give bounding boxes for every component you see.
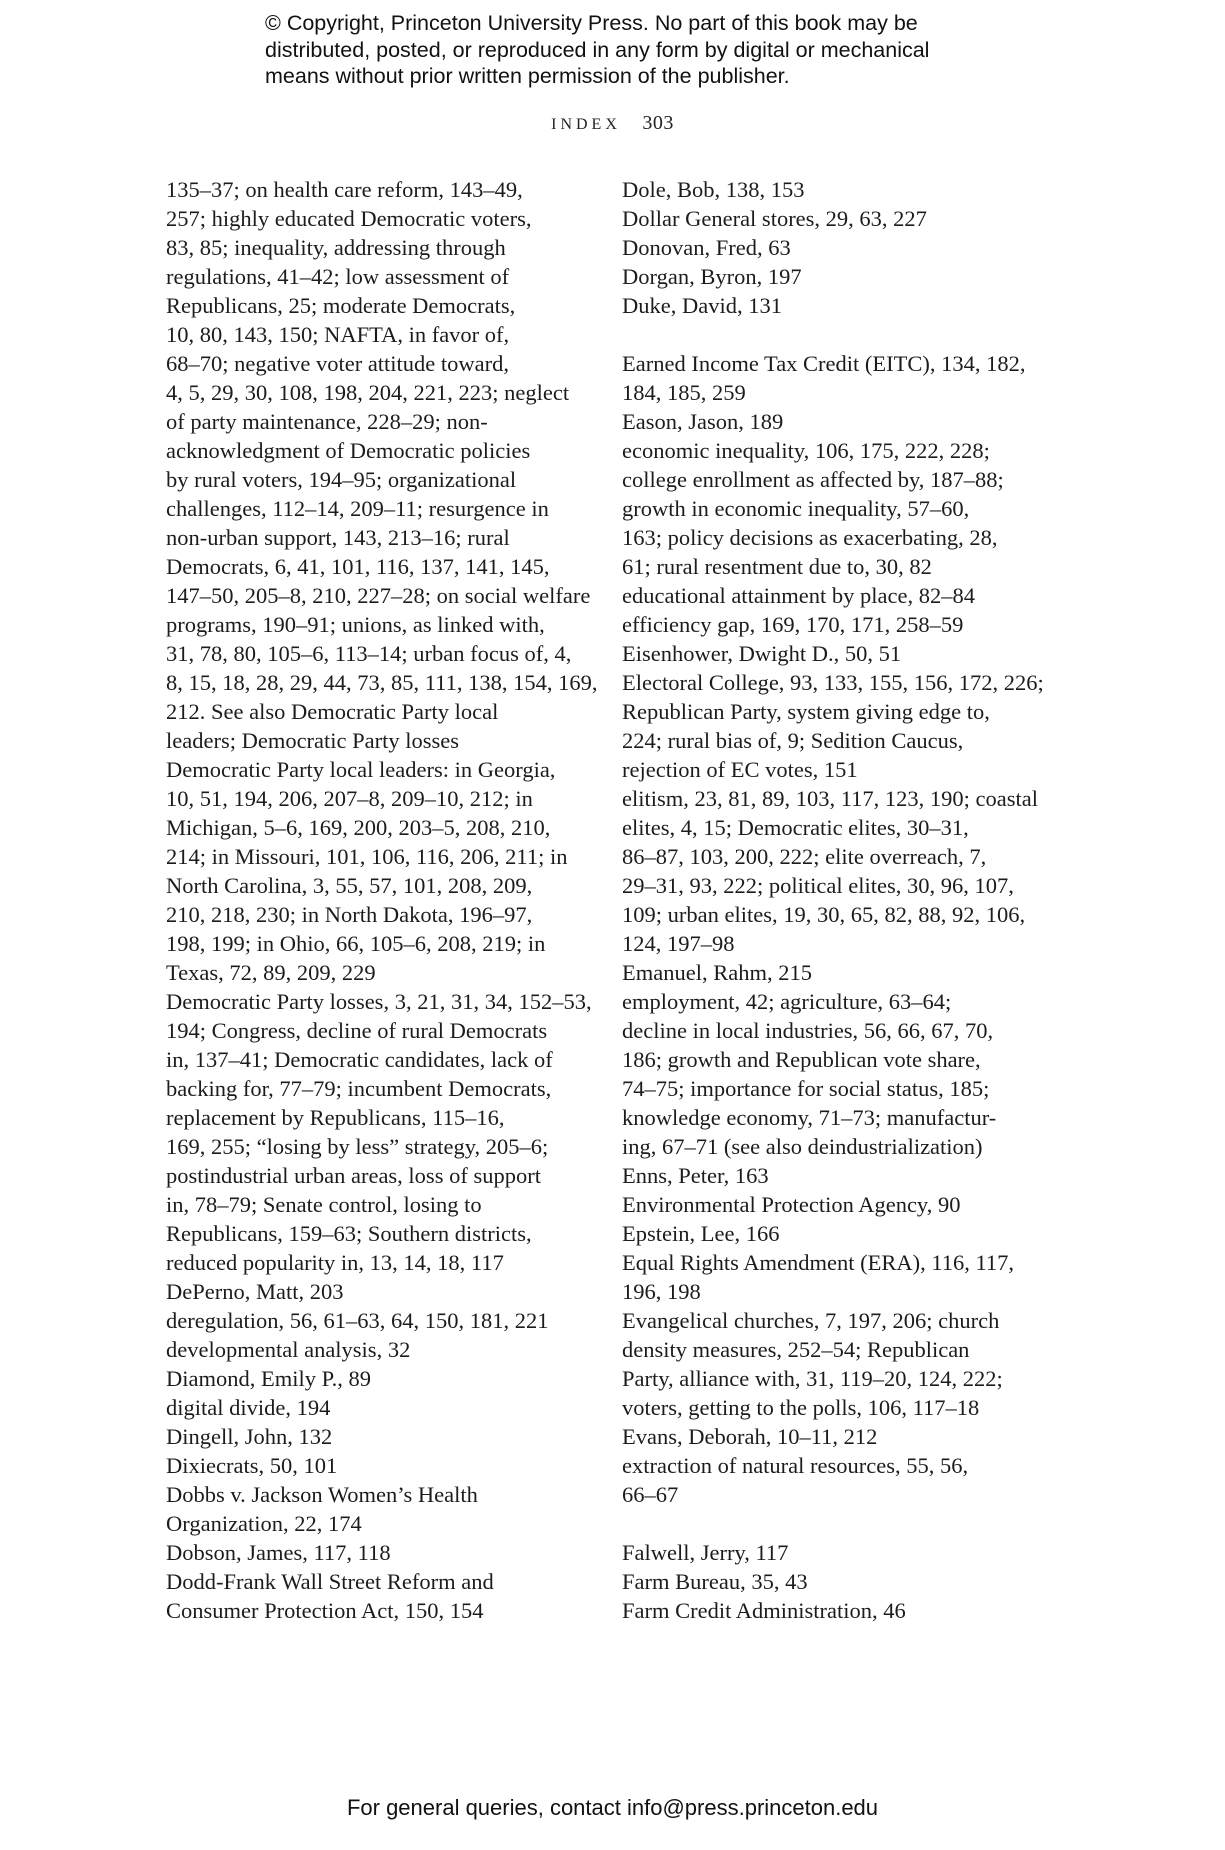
index-entry-line: digital divide, 194 [166, 1395, 331, 1420]
index-entry-line: of party maintenance, 228–29; non- [166, 409, 488, 434]
letter-group-gap [622, 320, 1042, 349]
index-entry-line: 74–75; importance for social status, 185; [622, 1076, 990, 1101]
index-entry-line: Earned Income Tax Credit (EITC), 134, 182, [622, 351, 1026, 376]
index-entry [622, 233, 1042, 262]
index-entry [166, 1393, 586, 1422]
index-entry-line: reduced popularity in, 13, 14, 18, 117 [166, 1250, 504, 1275]
index-entry-line: Dingell, John, 132 [166, 1424, 333, 1449]
running-head-label: INDEX [551, 116, 621, 133]
index-entry-line: developmental analysis, 32 [166, 1337, 411, 1362]
index-entry [622, 581, 1042, 610]
index-column-right [622, 175, 1042, 1625]
index-entry-line: regulations, 41–42; low assessment of [166, 264, 510, 289]
index-entry-line: Michigan, 5–6, 169, 200, 203–5, 208, 210, [166, 815, 551, 840]
index-entry [166, 1335, 586, 1364]
index-entry-line: Dodd-Frank Wall Street Reform and [166, 1569, 494, 1594]
index-entry-line: 210, 218, 230; in North Dakota, 196–97, [166, 902, 533, 927]
index-entry-line: 31, 78, 80, 105–6, 113–14; urban focus of, 4, [166, 641, 572, 666]
index-entry-line: Duke, David, 131 [622, 293, 782, 318]
index-entry-line: Consumer Protection Act, 150, 154 [166, 1598, 484, 1623]
index-entry [166, 1451, 586, 1480]
index-entry [622, 1422, 1042, 1451]
index-entry [166, 1567, 586, 1625]
index-entry [622, 958, 1042, 987]
index-entry [166, 1480, 586, 1538]
index-column-left [166, 175, 598, 1625]
index-entry-line: 10, 51, 194, 206, 207–8, 209–10, 212; in [166, 786, 533, 811]
index-entry-line: North Carolina, 3, 55, 57, 101, 208, 209, [166, 873, 533, 898]
index-entry-line: Epstein, Lee, 166 [622, 1221, 780, 1246]
index-entry-line: Emanuel, Rahm, 215 [622, 960, 812, 985]
letter-group-gap [622, 1509, 1042, 1538]
index-entry [622, 1567, 1042, 1596]
index-entry-line: density measures, 252–54; Republican [622, 1337, 970, 1362]
index-entry-line: Democratic Party losses, 3, 21, 31, 34, 152–53, [166, 989, 592, 1014]
index-entry-line: leaders; Democratic Party losses [166, 728, 460, 753]
index-entry-line: Party, alliance with, 31, 119–20, 124, 222; [622, 1366, 1003, 1391]
index-entry-line: Dobson, James, 117, 118 [166, 1540, 391, 1565]
copyright-notice [265, 10, 985, 90]
index-entry-line: challenges, 112–14, 209–11; resurgence in [166, 496, 549, 521]
index-entry-line: 66–67 [622, 1482, 679, 1507]
index-entry [622, 175, 1042, 204]
index-entry-line: Evans, Deborah, 10–11, 212 [622, 1424, 878, 1449]
index-entry [622, 1596, 1042, 1625]
index-entry-line: 212. See also Democratic Party local [166, 699, 499, 724]
index-entry [622, 1538, 1042, 1567]
index-entry-line: 186; growth and Republican vote share, [622, 1047, 981, 1072]
index-entry-line: Dorgan, Byron, 197 [622, 264, 802, 289]
index-entry-line: Republican Party, system giving edge to, [622, 699, 990, 724]
index-entry [622, 291, 1042, 320]
footer-contact: For general queries, contact info@press.princeton.edu [346, 1795, 879, 1820]
index-entry-line: college enrollment as affected by, 187–88; [622, 467, 1004, 492]
index-entry [622, 262, 1042, 291]
index-entry [166, 1364, 586, 1393]
index-entry-line: employment, 42; agriculture, 63–64; [622, 989, 952, 1014]
index-entry-line: 163; policy decisions as exacerbating, 28, [622, 525, 998, 550]
index-entry [622, 407, 1042, 436]
index-entry-line: 29–31, 93, 222; political elites, 30, 96, 107, [622, 873, 1014, 898]
index-entry [622, 1219, 1042, 1248]
index-entry-line: 169, 255; “losing by less” strategy, 205–6; [166, 1134, 549, 1159]
index-entry-line: Republicans, 25; moderate Democrats, [166, 293, 516, 318]
index-entry-line: 257; highly educated Democratic voters, [166, 206, 532, 231]
index-entry [622, 1161, 1042, 1190]
index-entry-line: Texas, 72, 89, 209, 229 [166, 960, 376, 985]
index-entry [622, 784, 1042, 958]
index-entry [622, 1248, 1042, 1306]
index-entry-line: ing, 67–71 (see also deindustrialization) [622, 1134, 983, 1159]
index-entry-line: Enns, Peter, 163 [622, 1163, 769, 1188]
index-entry-line: 10, 80, 143, 150; NAFTA, in favor of, [166, 322, 510, 347]
index-entry-line: replacement by Republicans, 115–16, [166, 1105, 505, 1130]
index-entry-line: Eason, Jason, 189 [622, 409, 784, 434]
index-entry-line: Equal Rights Amendment (ERA), 116, 117, [622, 1250, 1015, 1275]
index-entry [622, 610, 1042, 639]
index-entry-line: non-urban support, 143, 213–16; rural [166, 525, 510, 550]
index-entry-line: deregulation, 56, 61–63, 64, 150, 181, 221 [166, 1308, 549, 1333]
index-entry [166, 755, 586, 987]
index-entry-line: 61; rural resentment due to, 30, 82 [622, 554, 932, 579]
index-entry-line: by rural voters, 194–95; organizational [166, 467, 517, 492]
index-entry-line: in, 137–41; Democratic candidates, lack of [166, 1047, 553, 1072]
index-entry-line: 147–50, 205–8, 210, 227–28; on social welfare [166, 583, 591, 608]
index-entry-line: Farm Credit Administration, 46 [622, 1598, 906, 1623]
page-number: 303 [642, 112, 674, 134]
index-entry [166, 987, 592, 1277]
index-entry-line: Farm Bureau, 35, 43 [622, 1569, 808, 1594]
index-entry [166, 1422, 586, 1451]
index-entry-line: 68–70; negative voter attitude toward, [166, 351, 510, 376]
index-entry-line: backing for, 77–79; incumbent Democrats, [166, 1076, 552, 1101]
index-entry [622, 1306, 1042, 1422]
index-entry-line: educational attainment by place, 82–84 [622, 583, 976, 608]
index-entry-line: decline in local industries, 56, 66, 67, 70, [622, 1018, 994, 1043]
index-entry-line: DePerno, Matt, 203 [166, 1279, 344, 1304]
index-entry-line: economic inequality, 106, 175, 222, 228; [622, 438, 990, 463]
index-entry-line: 109; urban elites, 19, 30, 65, 82, 88, 92, 106, [622, 902, 1026, 927]
index-entry-line: 86–87, 103, 200, 222; elite overreach, 7, [622, 844, 987, 869]
index-entry-line: knowledge economy, 71–73; manufactur- [622, 1105, 997, 1130]
index-entry-line: 224; rural bias of, 9; Sedition Caucus, [622, 728, 964, 753]
index-entry-line: growth in economic inequality, 57–60, [622, 496, 970, 521]
index-entry-line: acknowledgment of Democratic policies [166, 438, 531, 463]
index-entry-line: extraction of natural resources, 55, 56, [622, 1453, 969, 1478]
index-entry-line: elitism, 23, 81, 89, 103, 117, 123, 190; coastal [622, 786, 1039, 811]
index-entry-line: 83, 85; inequality, addressing through [166, 235, 506, 260]
index-entry [166, 1306, 586, 1335]
copyright-line: means without prior written permission of the publisher. [265, 64, 790, 88]
index-entry-line: Democratic Party local leaders: in Georgia, [166, 757, 556, 782]
index-entry-line: efficiency gap, 169, 170, 171, 258–59 [622, 612, 964, 637]
index-entry-line: Dobbs v. Jackson Women’s Health [166, 1482, 478, 1507]
index-entry-line: Environmental Protection Agency, 90 [622, 1192, 961, 1217]
index-entry-line: Donovan, Fred, 63 [622, 235, 791, 260]
index-entry-line: programs, 190–91; unions, as linked with, [166, 612, 545, 637]
index-entry-line: Republicans, 159–63; Southern districts, [166, 1221, 532, 1246]
index-entry-line: 194; Congress, decline of rural Democrats [166, 1018, 548, 1043]
index-entry-line: elites, 4, 15; Democratic elites, 30–31, [622, 815, 969, 840]
index-entry-line: Electoral College, 93, 133, 155, 156, 172, 226; [622, 670, 1044, 695]
index-entry [166, 1538, 586, 1567]
index-entry [622, 436, 1042, 581]
copyright-line: © Copyright, Princeton University Press. No part of this book may be [265, 11, 918, 35]
index-entry [166, 175, 598, 755]
index-entry-line: Evangelical churches, 7, 197, 206; church [622, 1308, 1000, 1333]
index-entry-line: voters, getting to the polls, 106, 117–18 [622, 1395, 980, 1420]
index-entry-line: Dole, Bob, 138, 153 [622, 177, 805, 202]
index-entry-line: Democrats, 6, 41, 101, 116, 137, 141, 145, [166, 554, 550, 579]
index-entry [166, 1277, 586, 1306]
index-entry-line: postindustrial urban areas, loss of support [166, 1163, 541, 1188]
index-entry-line: 214; in Missouri, 101, 106, 116, 206, 211; in [166, 844, 568, 869]
index-entry-line: 184, 185, 259 [622, 380, 746, 405]
index-entry-line: Eisenhower, Dwight D., 50, 51 [622, 641, 902, 666]
index-entry-line: Organization, 22, 174 [166, 1511, 362, 1536]
index-entry [622, 668, 1042, 784]
running-head [0, 112, 1225, 135]
copyright-line: distributed, posted, or reproduced in any form by digital or mechanical [265, 37, 930, 62]
index-entry-line: rejection of EC votes, 151 [622, 757, 858, 782]
index-entry [622, 987, 1042, 1161]
index-entry-line: 198, 199; in Ohio, 66, 105–6, 208, 219; in [166, 931, 546, 956]
index-entry-line: in, 78–79; Senate control, losing to [166, 1192, 482, 1217]
index-entry-line: Dixiecrats, 50, 101 [166, 1453, 338, 1478]
index-entry [622, 349, 1042, 407]
index-entry-line: Falwell, Jerry, 117 [622, 1540, 789, 1565]
index-entry-line: 196, 198 [622, 1279, 701, 1304]
index-entry-line: 8, 15, 18, 28, 29, 44, 73, 85, 111, 138, 154, 169, [166, 670, 598, 695]
index-entry [622, 639, 1042, 668]
index-entry [622, 1451, 1042, 1509]
index-entry-line: Diamond, Emily P., 89 [166, 1366, 372, 1391]
index-entry [622, 204, 1042, 233]
index-entry [622, 1190, 1042, 1219]
index-entry-line: 124, 197–98 [622, 931, 735, 956]
index-entry-line: 4, 5, 29, 30, 108, 198, 204, 221, 223; neglect [166, 380, 570, 405]
index-entry-line: 135–37; on health care reform, 143–49, [166, 177, 523, 202]
index-entry-line: Dollar General stores, 29, 63, 227 [622, 206, 927, 231]
